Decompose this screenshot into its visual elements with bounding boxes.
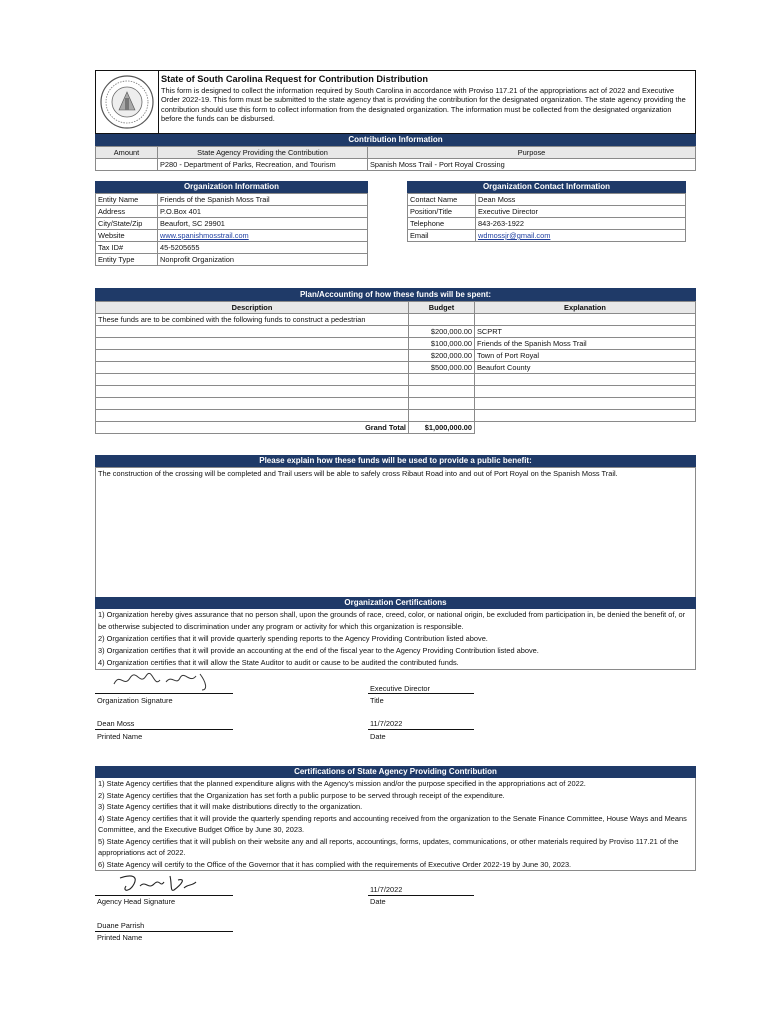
contact-heading: Organization Contact Information bbox=[407, 181, 686, 193]
org-cert-heading: Organization Certifications bbox=[95, 597, 696, 609]
org-cert-item: 2) Organization certifies that it will provide quarterly spending reports to the Agency Providing Contribution listed above. bbox=[98, 634, 488, 643]
col-agency: State Agency Providing the Contribution bbox=[158, 147, 368, 159]
agency-value[interactable]: P280 - Department of Parks, Recreation, and Tourism bbox=[158, 159, 368, 171]
organization-heading: Organization Information bbox=[95, 181, 368, 193]
org-label: Address bbox=[96, 206, 158, 218]
col-budget: Budget bbox=[409, 302, 475, 314]
table-row bbox=[96, 326, 696, 338]
explanation-cell[interactable]: Friends of the Spanish Moss Trail bbox=[475, 338, 696, 350]
agency-date-value[interactable]: 11/7/2022 bbox=[370, 885, 403, 894]
website-link[interactable]: www.spanishmosstrail.com bbox=[158, 230, 368, 242]
org-title-label: Title bbox=[370, 696, 384, 705]
table-row bbox=[96, 350, 696, 362]
agency-cert-item: 4) State Agency certifies that it will provide the quarterly spending reports and accounting received from the organization to the Senate Finance Committee, House Ways and Means Committee, and the Executive Budget Office by June 30, 2023. bbox=[98, 813, 687, 834]
org-label: Website bbox=[96, 230, 158, 242]
description-cell[interactable] bbox=[96, 398, 409, 410]
agency-cert-item: 3) State Agency certifies that it will make distributions directly to the organization. bbox=[98, 802, 363, 811]
entity-type-value[interactable]: Nonprofit Organization bbox=[158, 254, 368, 266]
agency-printed-name-value[interactable]: Duane Parrish bbox=[97, 921, 145, 930]
entity-name-value[interactable]: Friends of the Spanish Moss Trail bbox=[158, 194, 368, 206]
description-cell[interactable] bbox=[96, 350, 409, 362]
benefit-text[interactable]: The construction of the crossing will be completed and Trail users will be able to safely cross Ribaut Road into and out of Port Royal on the Spanish Moss Trail. bbox=[95, 467, 696, 602]
org-printed-name-label: Printed Name bbox=[97, 732, 143, 741]
organization-section bbox=[95, 181, 368, 266]
explanation-cell[interactable] bbox=[475, 410, 696, 422]
address-value[interactable]: P.O.Box 401 bbox=[158, 206, 368, 218]
table-row bbox=[96, 410, 696, 422]
description-cell[interactable] bbox=[96, 386, 409, 398]
purpose-value[interactable]: Spanish Moss Trail - Port Royal Crossing bbox=[368, 159, 696, 171]
form-title: State of South Carolina Request for Contribution Distribution bbox=[161, 74, 428, 84]
org-label: City/State/Zip bbox=[96, 218, 158, 230]
col-purpose: Purpose bbox=[368, 147, 696, 159]
tax-id-value[interactable]: 45-5205655 bbox=[158, 242, 368, 254]
agency-cert-section bbox=[95, 766, 696, 871]
org-cert-section bbox=[95, 597, 696, 670]
state-seal-icon bbox=[99, 74, 155, 130]
agency-cert-item: 1) State Agency certifies that the planned expenditure aligns with the Agency's mission and/or the purpose specified in the appropriations act of 2022. bbox=[98, 779, 586, 788]
description-cell[interactable] bbox=[96, 374, 409, 386]
org-signature-image bbox=[110, 668, 220, 692]
budget-cell[interactable] bbox=[409, 398, 475, 410]
org-date-label: Date bbox=[370, 732, 386, 741]
explanation-cell[interactable]: SCPRT bbox=[475, 326, 696, 338]
col-description: Description bbox=[96, 302, 409, 314]
plan-section bbox=[95, 288, 696, 434]
budget-cell[interactable] bbox=[409, 314, 475, 326]
plan-heading: Plan/Accounting of how these funds will be spent: bbox=[95, 288, 696, 301]
contact-label: Position/Title bbox=[408, 206, 476, 218]
description-cell[interactable] bbox=[96, 326, 409, 338]
org-cert-item: 1) Organization hereby gives assurance that no person shall, upon the grounds of race, creed, color, or national origin, be excluded from participation in, be denied the benefit of, or be otherwise subjected to discrimination under any program or activity for which this organization is responsible. bbox=[98, 610, 686, 631]
agency-signature-label: Agency Head Signature bbox=[97, 897, 176, 906]
org-label: Entity Type bbox=[96, 254, 158, 266]
col-explanation: Explanation bbox=[475, 302, 696, 314]
table-row bbox=[96, 398, 696, 410]
benefit-section bbox=[95, 455, 696, 602]
contribution-heading: Contribution Information bbox=[95, 134, 696, 146]
org-printed-name-value[interactable]: Dean Moss bbox=[97, 719, 135, 728]
table-row bbox=[96, 362, 696, 374]
position-value[interactable]: Executive Director bbox=[476, 206, 686, 218]
budget-cell[interactable]: $500,000.00 bbox=[409, 362, 475, 374]
benefit-heading: Please explain how these funds will be used to provide a public benefit: bbox=[95, 455, 696, 467]
contact-label: Telephone bbox=[408, 218, 476, 230]
table-row bbox=[96, 374, 696, 386]
table-row bbox=[96, 386, 696, 398]
table-row bbox=[96, 338, 696, 350]
explanation-cell[interactable] bbox=[475, 398, 696, 410]
budget-cell[interactable]: $100,000.00 bbox=[409, 338, 475, 350]
agency-cert-item: 5) State Agency certifies that it will publish on their website any and all reports, accountings, forms, updates, communications, or other materials required by Proviso 117.21 of the appropriations act of 2022. bbox=[98, 836, 679, 857]
budget-cell[interactable] bbox=[409, 374, 475, 386]
org-label: Entity Name bbox=[96, 194, 158, 206]
contact-name-value[interactable]: Dean Moss bbox=[476, 194, 686, 206]
budget-cell[interactable]: $200,000.00 bbox=[409, 326, 475, 338]
explanation-cell[interactable]: Town of Port Royal bbox=[475, 350, 696, 362]
form-description: This form is designed to collect the information required by South Carolina in accordance with Proviso 117.21 of the appropriations act of 2022 and Executive Order 2022-19. This form must be submitted to the state agency that is providing the contribution for the designated organization. The state agency providing the contribution should use this form to collect information from the designated organization. The information must be collected from the designated organization before the funds can be disbursed. bbox=[161, 86, 686, 123]
description-cell[interactable] bbox=[96, 362, 409, 374]
description-cell[interactable] bbox=[96, 338, 409, 350]
agency-signature-image bbox=[112, 872, 202, 896]
agency-cert-item: 2) State Agency certifies that the Organization has set forth a public purpose to be served through receipt of the expenditure. bbox=[98, 790, 505, 800]
org-label: Tax ID# bbox=[96, 242, 158, 254]
agency-cert-heading: Certifications of State Agency Providing Contribution bbox=[95, 766, 696, 778]
contribution-section bbox=[95, 134, 696, 171]
org-cert-item: 3) Organization certifies that it will provide an accounting at the end of the fiscal year to the Agency Providing Contribution listed above. bbox=[98, 646, 539, 655]
contact-label: Contact Name bbox=[408, 194, 476, 206]
email-link[interactable]: wdmossjr@gmail.com bbox=[476, 230, 686, 242]
description-cell[interactable] bbox=[96, 410, 409, 422]
budget-cell[interactable]: $200,000.00 bbox=[409, 350, 475, 362]
budget-cell[interactable] bbox=[409, 410, 475, 422]
form-header bbox=[95, 70, 696, 134]
city-state-zip-value[interactable]: Beaufort, SC 29901 bbox=[158, 218, 368, 230]
amount-value[interactable] bbox=[96, 159, 158, 171]
agency-cert-item: 6) State Agency will certify to the Office of the Governor that it has complied with the requirements of Executive Order 2022-19 by June 30, 2023. bbox=[98, 859, 572, 869]
explanation-cell[interactable]: Beaufort County bbox=[475, 362, 696, 374]
explanation-cell[interactable] bbox=[475, 386, 696, 398]
agency-date-label: Date bbox=[370, 897, 386, 906]
agency-printed-name-label: Printed Name bbox=[97, 933, 143, 942]
description-cell[interactable]: These funds are to be combined with the following funds to construct a pedestrian bbox=[96, 314, 409, 326]
contact-label: Email bbox=[408, 230, 476, 242]
contact-section bbox=[407, 181, 686, 242]
grand-total-value: $1,000,000.00 bbox=[409, 422, 475, 434]
col-amount: Amount bbox=[96, 147, 158, 159]
telephone-value[interactable]: 843-263-1922 bbox=[476, 218, 686, 230]
explanation-cell[interactable] bbox=[475, 374, 696, 386]
org-cert-item: 4) Organization certifies that it will allow the State Auditor to audit or cause to be audited the contributed funds. bbox=[98, 658, 459, 667]
org-title-value[interactable]: Executive Director bbox=[370, 684, 430, 693]
explanation-cell[interactable] bbox=[475, 314, 696, 326]
table-row bbox=[96, 314, 696, 326]
grand-total-label: Grand Total bbox=[96, 422, 409, 434]
org-date-value[interactable]: 11/7/2022 bbox=[370, 719, 403, 728]
budget-cell[interactable] bbox=[409, 386, 475, 398]
org-signature-label: Organization Signature bbox=[97, 696, 173, 705]
